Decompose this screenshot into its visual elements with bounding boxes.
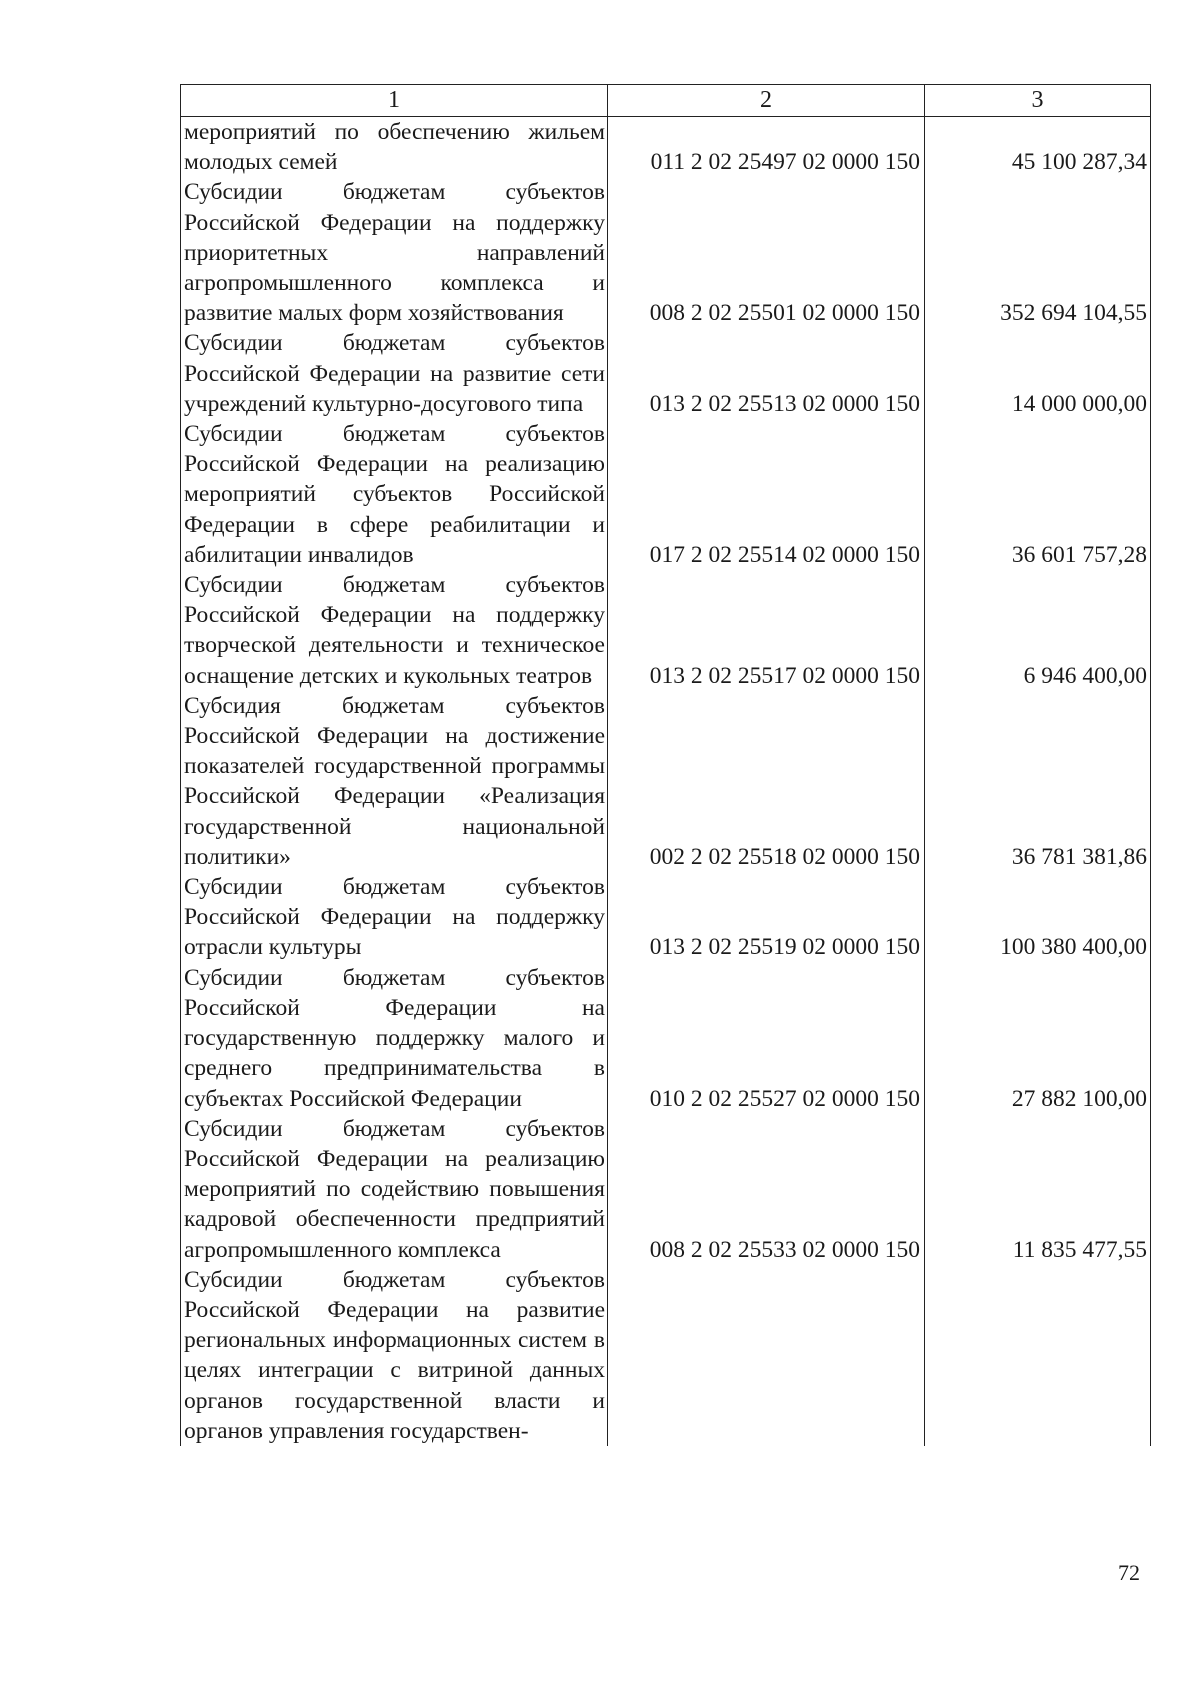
row-description: Субсидии бюджетам субъектов Российской Федерации на развитие сети учреждений культурно-досугового типа [181,328,608,419]
row-amount: 27 882 100,00 [925,963,1151,1114]
row-description: Субсидии бюджетам субъектов Российской Федерации на поддержку творческой деятельности и техническое оснащение детских и кукольных театров [181,570,608,691]
row-description: Субсидия бюджетам субъектов Российской Федерации на достижение показателей государственной программы Российской Федерации «Реализация государственной национальной политики» [181,691,608,872]
header-col-1: 1 [181,85,608,117]
table-row [181,1114,1151,1265]
row-amount: 14 000 000,00 [925,328,1151,419]
row-code: 008 2 02 25533 02 0000 150 [649,1236,920,1263]
table-row [181,419,1151,570]
row-code: 008 2 02 25501 02 0000 150 [649,300,920,327]
row-description: Субсидии бюджетам субъектов Российской Федерации на реализацию мероприятий по содействию повышения кадровой обеспеченности предприятий агропромышленного комплекса [181,1114,608,1265]
row-amount: 36 601 757,28 [925,419,1151,570]
table-row [181,1265,1151,1446]
row-code [608,1265,925,1446]
header-col-3: 3 [925,85,1151,117]
row-code: 017 2 02 25514 02 0000 150 [649,541,920,568]
row-description: мероприятий по обеспечению жильем молодых семей [181,117,608,178]
row-description: Субсидии бюджетам субъектов Российской Федерации на государственную поддержку малого и среднего предпринимательства в субъектах Российской Федерации [181,963,608,1114]
row-description: Субсидии бюджетам субъектов Российской Федерации на поддержку приоритетных направлений агропромышленного комплекса и развитие малых форм хозяйствования [181,177,608,328]
row-description: Субсидии бюджетам субъектов Российской Федерации на реализацию мероприятий субъектов Российской Федерации в сфере реабилитации и абилитации инвалидов [181,419,608,570]
row-code: 011 2 02 25497 02 0000 150 [650,149,920,176]
table-row [181,963,1151,1114]
table-row [181,177,1151,328]
row-amount: 6 946 400,00 [925,570,1151,691]
table-row [181,872,1151,963]
row-amount: 11 835 477,55 [925,1114,1151,1265]
budget-table [180,84,1151,1446]
header-col-2: 2 [608,85,925,117]
row-amount: 36 781 381,86 [925,691,1151,872]
row-code: 013 2 02 25519 02 0000 150 [649,934,920,961]
row-code: 002 2 02 25518 02 0000 150 [649,843,920,870]
row-amount: 352 694 104,55 [925,177,1151,328]
row-amount: 45 100 287,34 [925,117,1151,178]
table-row [181,328,1151,419]
row-amount [925,1265,1151,1446]
table-row [181,117,1151,178]
row-description: Субсидии бюджетам субъектов Российской Федерации на поддержку отрасли культуры [181,872,608,963]
row-description: Субсидии бюджетам субъектов Российской Федерации на развитие региональных информационных систем в целях интеграции с витриной данных органов государственной власти и органов управления государствен- [181,1265,608,1446]
header-row [181,85,1151,117]
row-amount: 100 380 400,00 [925,872,1151,963]
page-number: 72 [1118,1560,1140,1585]
row-code: 013 2 02 25513 02 0000 150 [649,390,920,417]
row-code: 013 2 02 25517 02 0000 150 [649,662,920,689]
table-row [181,691,1151,872]
row-code: 010 2 02 25527 02 0000 150 [649,1085,920,1112]
table-row [181,570,1151,691]
